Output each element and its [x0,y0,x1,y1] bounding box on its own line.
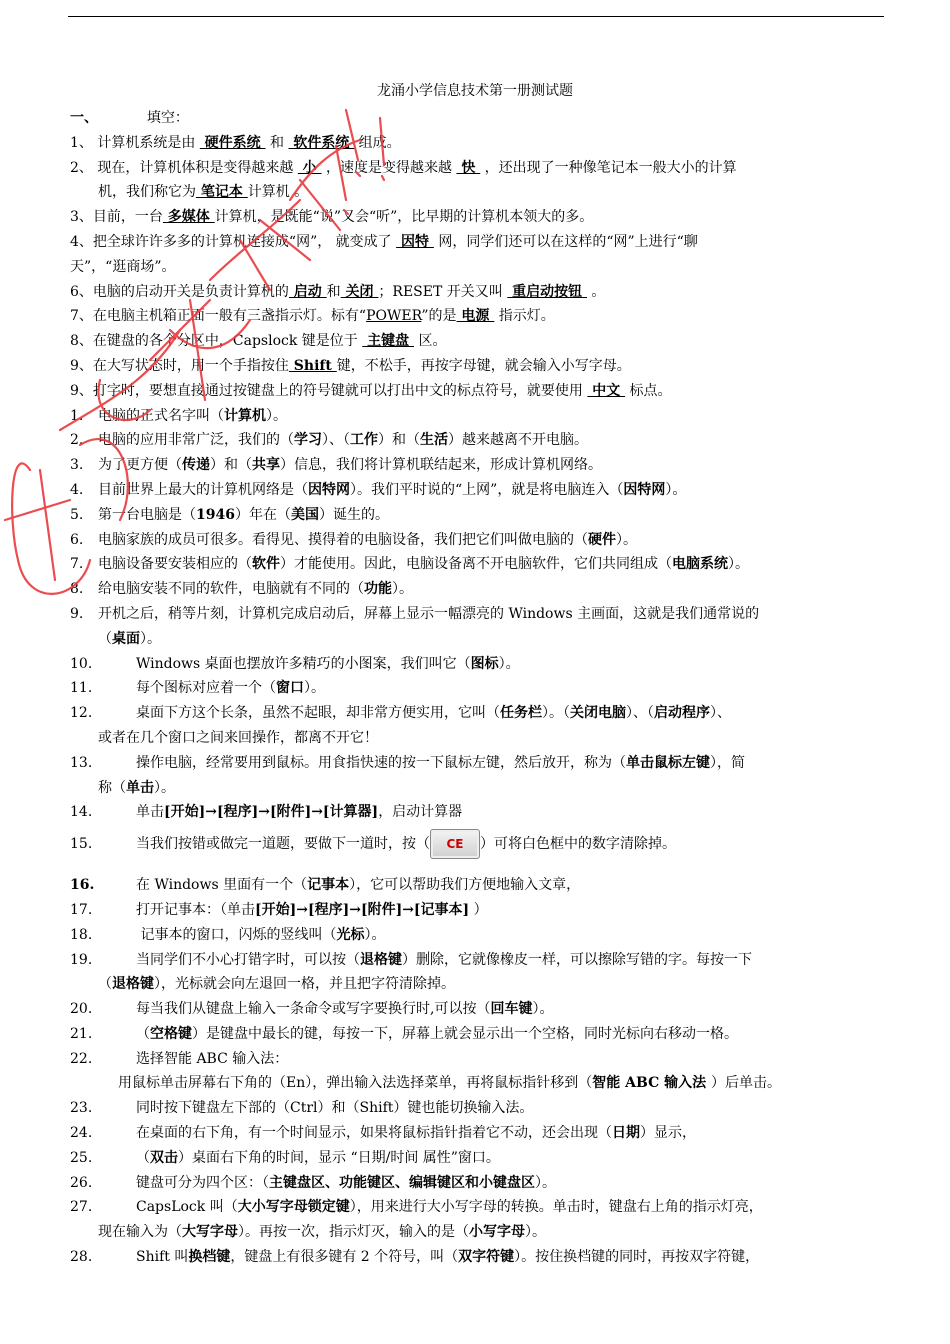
text-run: ）越来越离不开电脑。 [448,432,588,449]
question-number: 14. [70,804,93,821]
question-number: 1. [70,407,84,424]
answer-underlined: 小 [297,159,322,176]
text-run: ），光标就会向左退回一格，并且把字符清除掉。 [154,976,455,993]
text-run: ；RESET 开关又叫 [378,283,508,300]
text-run: 电脑的正式名字叫（ [98,407,224,424]
text-run: ）才能使用。因此，电脑设备离不开电脑软件，它们共同组成（ [280,556,672,573]
answer-bold: 大小写字母锁定键 [237,1199,350,1216]
text-run: 电脑家族的成员可很多。看得见、摸得着的电脑设备，我们把它们叫做电脑的（ [98,531,588,548]
text-run: ），简 [710,754,745,771]
question-line [70,997,885,1022]
text-run: 用鼠标单击屏幕右下角的（En），弹出输入法选择菜单，再将鼠标指针移到（ [118,1075,593,1092]
text-run: ）和（ [378,432,420,449]
question-number: 27. [70,1199,93,1216]
text-run: 键，不松手，再按字母键，就会输入小写字母。 [336,357,631,374]
question-line [70,304,885,329]
question-line [70,379,885,404]
text-run: ）。 [140,630,161,647]
text-run: 4、把全球许许多多的计算机连接成“网”， 就变成了 [70,233,397,250]
question-line [70,701,885,726]
text-run: 。 [586,283,606,300]
question-line [70,156,885,181]
question-number: 10. [70,655,93,672]
text-run: 电脑设备要安装相应的（ [98,556,252,573]
text-run: ） [469,901,488,918]
text-run: 标点。 [625,382,672,399]
question-number: 22. [70,1050,93,1067]
answer-underlined: 电源 [456,308,495,325]
question-number: 6. [70,531,84,548]
text-run: 目前世界上最大的计算机网络是（ [98,481,308,498]
question-number: 16. [70,877,95,894]
text-run: ）。 [266,407,287,424]
question-line [70,230,885,255]
answer-bold: 美国 [290,506,319,523]
question-number: 12. [70,705,93,722]
question-number: 15. [70,836,93,853]
section-heading [70,106,885,131]
answer-bold: 主键盘区、功能键区、编辑键区和小键盘区 [269,1174,535,1191]
question-line [70,827,885,861]
answer-bold: 日期 [612,1125,640,1142]
answer-bold: 智能 ABC 输入法 [592,1075,711,1092]
text-run: ）是键盘中最长的键，每按一下，屏幕上就会显示出一个空格，同时光标向右移动一格。 [192,1025,738,1042]
answer-underlined: 硬件系统 [199,134,266,151]
text-run: ）。 [154,779,175,796]
header-rule [68,16,884,17]
text-run: 7、在电脑主机箱正面一般有三盏指示灯。标有“ [70,308,367,325]
question-line [70,751,885,776]
question-number: 24. [70,1125,93,1142]
text-run: 称（ [98,779,126,796]
text-run: ）桌面右下角的时间，显示 “日期/时间 属性”窗口。 [178,1149,500,1166]
text-run: ）、（ [626,705,654,722]
text-run: 指示灯。 [494,308,555,325]
answer-bold: 关闭电脑 [570,705,626,722]
answer-bold: 退格键 [112,976,154,993]
text-run: 电脑的应用非常广泛，我们的（ [98,432,294,449]
text-run: ）。 [532,1001,554,1018]
text-run: 机，我们称它为 [98,184,196,201]
question-line [70,255,885,280]
question-line [70,1022,885,1047]
question-number: 13. [70,754,93,771]
answer-bold: 记事本 [307,877,350,894]
text-run: ）可将白色框中的数字清除掉。 [480,836,676,853]
question-line [70,898,885,923]
text-run: 每个图标对应着一个（ [136,680,276,697]
text-run: 计算机，是既能“说”又会“听”，比早期的计算机本领大的多。 [214,209,594,226]
question-number: 11. [70,680,93,697]
text-run: 为了更方便（ [98,457,182,474]
answer-bold: 退格键 [360,951,402,968]
text-run: 2、 现在，计算机体积是变得越来越 [70,159,298,176]
text-run: 打开记事本：（单击 [136,901,255,918]
answer-bold: 工作 [350,432,378,449]
text-run: 3、目前，一台 [70,209,163,226]
text-run: 1、 计算机系统是由 [70,134,200,151]
text-run: 或者在几个窗口之间来回操作，都离不开它！ [98,729,378,746]
answer-underlined: 软件系统 [288,134,355,151]
answer-underlined: 因特 [396,233,434,250]
question-line [70,972,885,997]
answer-underlined: Shift [288,357,337,374]
question-number: 4. [70,481,84,498]
answer-underlined: 启动 [288,283,327,300]
text-run: ）。 [392,581,413,598]
question-number: 25. [70,1149,93,1166]
text-run: 8、在键盘的各个分区中，Capslock 键是位于 [70,333,363,350]
question-line [70,1096,885,1121]
page-title: 龙涌小学信息技术第一册测试题 [377,83,573,99]
question-line [70,180,885,205]
answer-underlined: 快 [456,159,481,176]
question-line [70,873,885,898]
question-number: 20. [70,1001,93,1018]
text-run: 在桌面的右下角，有一个时间显示，如果将鼠标指针指着它不动，还会出现（ [136,1125,612,1142]
question-line [70,676,885,701]
question-line [70,453,885,478]
text-run: ，启动计算器 [378,804,463,821]
answer-bold: 单击 [126,779,154,796]
answer-underlined: 多媒体 [162,209,215,226]
answer-bold: 电脑系统 [672,556,728,573]
answer-bold: 硬件 [588,531,616,548]
question-line [70,478,885,503]
text-run: 记事本的窗口，闪烁的竖线叫（ [136,926,337,943]
text-run: 给电脑安装不同的软件，电脑就有不同的（ [98,581,364,598]
answer-bold: 因特网 [623,481,666,498]
text-run: ）后单击。 [710,1075,781,1092]
text-run: （ [136,1025,150,1042]
answer-bold: 任务栏 [500,705,542,722]
question-line [70,602,885,627]
ce-key-icon: CE [430,829,480,859]
answer-bold: 计算机 [224,407,266,424]
text-run: ）信息，我们将计算机联结起来，形成计算机网络。 [280,457,602,474]
question-number: 23. [70,1100,93,1117]
question-number: 2. [70,432,84,449]
text-run: 组成。 [354,134,401,151]
text-run: （ [98,630,112,647]
answer-bold: 共享 [252,457,280,474]
text-run: （ [98,976,112,993]
question-line [70,652,885,677]
question-line [70,329,885,354]
text-run: ）年在（ [234,506,291,523]
text-run: ）。按住换档键的同时，再按双字符键， [514,1249,760,1266]
document-body [70,106,885,1270]
text-run: CapsLock 叫（ [136,1199,238,1216]
text-run: 当同学们不小心打错字时，可以按（ [136,951,360,968]
text-run: 单击 [136,804,164,821]
text-run: 天”，“逛商场”。 [70,258,176,275]
text-run: 9、在大写状态时，用一个手指按住 [70,357,289,374]
fill-in-section-a [70,131,885,404]
answer-bold: 空格键 [150,1025,192,1042]
text-run: （ [136,1149,150,1166]
text-run: ）、 [710,705,731,722]
text-run: 同时按下键盘左下部的（Ctrl）和（Shift）键也能切换输入法。 [136,1100,534,1117]
question-number: 26. [70,1174,93,1191]
text-run: 在 Windows 里面有一个（ [136,877,308,894]
text-run: ）显示， [640,1125,696,1142]
answer-bold: 光标 [336,926,365,943]
text-run: 第一台电脑是（ [98,506,196,523]
question-number: 7. [70,556,84,573]
question-line [70,131,885,156]
question-line [70,627,885,652]
answer-underlined: 关闭 [340,283,379,300]
question-number: 3. [70,457,84,474]
question-line [70,354,885,379]
spacer [70,863,885,873]
text-run: ）。 [525,1224,546,1241]
answer-underlined: 中文 [587,382,626,399]
answer-bold: 学习 [294,432,322,449]
text-run: 区。 [414,333,447,350]
power-label: POWER [366,308,422,325]
answer-bold: 启动程序 [654,705,710,722]
question-line [70,776,885,801]
text-run: 6、电脑的启动开关是负责计算机的 [70,283,289,300]
answer-bold: 大写字母 [182,1224,238,1241]
text-run: ）。 [665,481,687,498]
question-line [70,1071,885,1096]
answer-bold: 回车键 [490,1001,533,1018]
question-line [70,1047,885,1072]
section-label: 填空： [146,110,189,126]
text-run: 当我们按错或做完一道题，要做下一道时，按（ [136,836,430,853]
question-line [70,205,885,230]
question-line [70,800,885,825]
question-number: 18. [70,926,93,943]
text-run: ）删除，它就像橡皮一样，可以擦除写错的字。每按一下 [402,951,752,968]
answer-bold: [开始]→[程序]→[附件]→[记事本] [255,901,470,918]
question-line [70,404,885,429]
answer-underlined: 重启动按钮 [507,283,587,300]
text-run: ）。 [304,680,325,697]
answer-bold: 小写字母 [469,1224,525,1241]
text-run: 桌面下方这个长条，虽然不起眼，却非常方便实用，它叫（ [136,705,500,722]
text-run: ）。 [498,655,520,672]
question-line [70,1195,885,1220]
text-run: ）。（ [542,705,570,722]
answer-bold: 图标 [470,655,499,672]
text-run: ）。 [535,1174,556,1191]
question-number: 28. [70,1249,93,1266]
text-run: ）、（ [322,432,350,449]
text-run: 键盘可分为四个区：（ [136,1174,269,1191]
text-run: 选择智能 ABC 输入法： [136,1050,289,1067]
text-run: ，键盘上有很多键有 2 个符号，叫（ [230,1249,459,1266]
question-line [70,577,885,602]
answer-bold: 双字符键 [458,1249,515,1266]
question-line [70,1245,885,1270]
answer-underlined: 笔记本 [196,184,248,201]
question-line [70,948,885,973]
text-run: ）。我们平时说的“上网”，就是将电脑连入（ [350,481,624,498]
text-run: ，还出现了一种像笔记本一般大小的计算 [480,159,737,176]
text-run: ）和（ [210,457,252,474]
text-run: 现在输入为（ [98,1224,182,1241]
question-number: 8. [70,581,84,598]
answer-bold: 传递 [182,457,210,474]
text-run: 每当我们从键盘上输入一条命令或写字要换行时,可以按（ [136,1001,491,1018]
question-line [70,503,885,528]
question-line [70,1121,885,1146]
question-number: 5. [70,506,84,523]
question-line [70,280,885,305]
answer-bold: 生活 [420,432,448,449]
answer-bold: 软件 [252,556,280,573]
answer-bold: 功能 [364,581,392,598]
question-number: 21. [70,1025,93,1042]
text-run: 9、打字时，要想直接通过按键盘上的符号键就可以打出中文的标点符号，就要使用 [70,382,588,399]
text-run: ）。 [728,556,749,573]
question-number: 9. [70,605,84,622]
answer-bold: [开始]→[程序]→[附件]→[计算器] [164,804,379,821]
answer-underlined: 主键盘 [362,333,414,350]
question-line [70,552,885,577]
question-line [70,1171,885,1196]
text-run: 和 [265,134,289,151]
question-line [70,923,885,948]
answer-bold: 换档键 [188,1249,231,1266]
question-number: 19. [70,951,93,968]
answer-bold: 窗口 [276,680,304,697]
answer-bold: 双击 [150,1149,178,1166]
text-run: 操作电脑，经常要用到鼠标。用食指快速的按一下鼠标左键，然后放开，称为（ [136,754,626,771]
fill-in-section-b [70,404,885,1270]
question-line [70,428,885,453]
text-run: 和 [326,283,341,300]
text-run: ）。 [616,531,637,548]
answer-bold: 桌面 [112,630,140,647]
text-run: ）诞生的。 [318,506,389,523]
section-number: 一、 [70,110,98,126]
text-run: 网，同学们还可以在这样的“网”上进行“聊 [433,233,698,250]
question-line [70,528,885,553]
text-run: Shift 叫 [136,1249,189,1266]
text-run: 开机之后，稍等片刻，计算机完成启动后，屏幕上显示一幅漂亮的 Windows 主画面，这就是我们通常说的 [98,605,760,622]
text-run: ）。 [364,926,386,943]
text-run: 计算机 。 [247,184,309,201]
text-run: Windows 桌面也摆放许多精巧的小图案，我们叫它（ [136,655,471,672]
text-run: ）。再按一次，指示灯灭，输入的是（ [238,1224,469,1241]
text-run: ，速度是变得越来越 [321,159,457,176]
answer-bold: 单击鼠标左键 [626,754,710,771]
text-run: ），它可以帮助我们方便地输入文章， [349,877,581,894]
question-line [70,726,885,751]
question-line [70,1220,885,1245]
text-run: ”的是 [421,308,457,325]
text-run: ），用来进行大小写字母的转换。单击时，键盘右上角的指示灯亮， [349,1199,763,1216]
question-number: 17. [70,901,93,918]
question-line [70,1146,885,1171]
answer-bold: 1946 [196,506,235,523]
answer-bold: 因特网 [308,481,350,498]
